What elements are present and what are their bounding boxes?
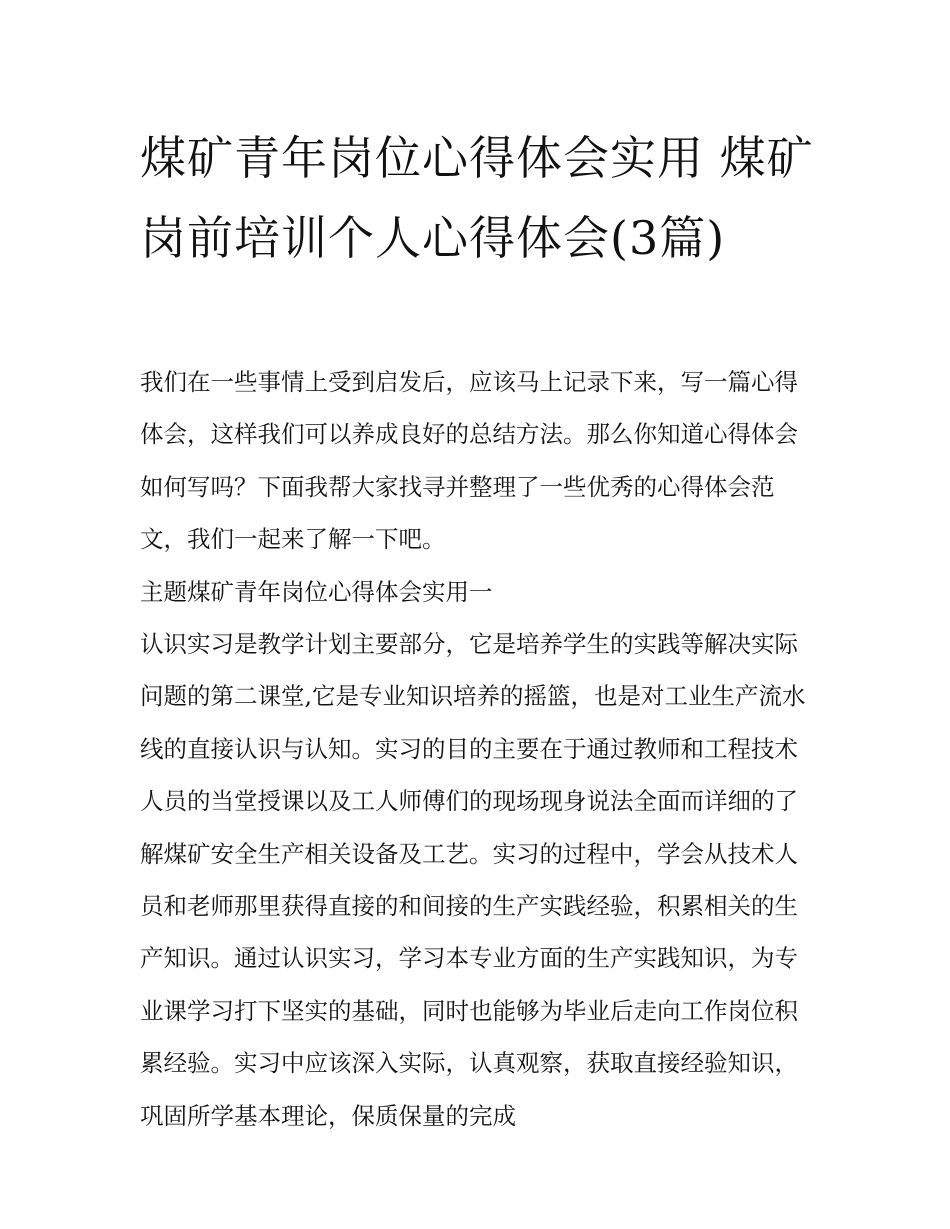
intro-paragraph: 我们在一些事情上受到启发后，应该马上记录下来，写一篇心得体会，这样我们可以养成良好的总结方法。那么你知道心得体会如何写吗？下面我帮大家找寻并整理了一些优秀的心得体会范文，我们一起来了解一下吧。 <box>140 368 798 554</box>
document-body <box>140 356 816 1142</box>
body-paragraph: 认识实习是教学计划主要部分，它是培养学生的实践等解决实际问题的第二课堂,它是专业知识培养的摇篮，也是对工业生产流水线的直接认识与认知。实习的目的主要在于通过教师和工程技术人员的当堂授课以及工人师傅们的现场现身说法全面而详细的了解煤矿安全生产相关设备及工艺。实习的过程中，学会从技术人员和老师那里获得直接的和间接的生产实践经验，积累相关的生产知识。通过认识实习，学习本专业方面的生产实践知识，为专业课学习打下坚实的基础，同时也能够为毕业后走向工作岗位积累经验。实习中应该深入实际，认真观察，获取直接经验知识，巩固所学基本理论，保质保量的完成 <box>140 630 806 1130</box>
document-title: 煤矿青年岗位心得体会实用 煤矿岗前培训个人心得体会(3篇) <box>140 131 814 265</box>
section-heading: 主题煤矿青年岗位心得体会实用一 <box>140 577 493 606</box>
